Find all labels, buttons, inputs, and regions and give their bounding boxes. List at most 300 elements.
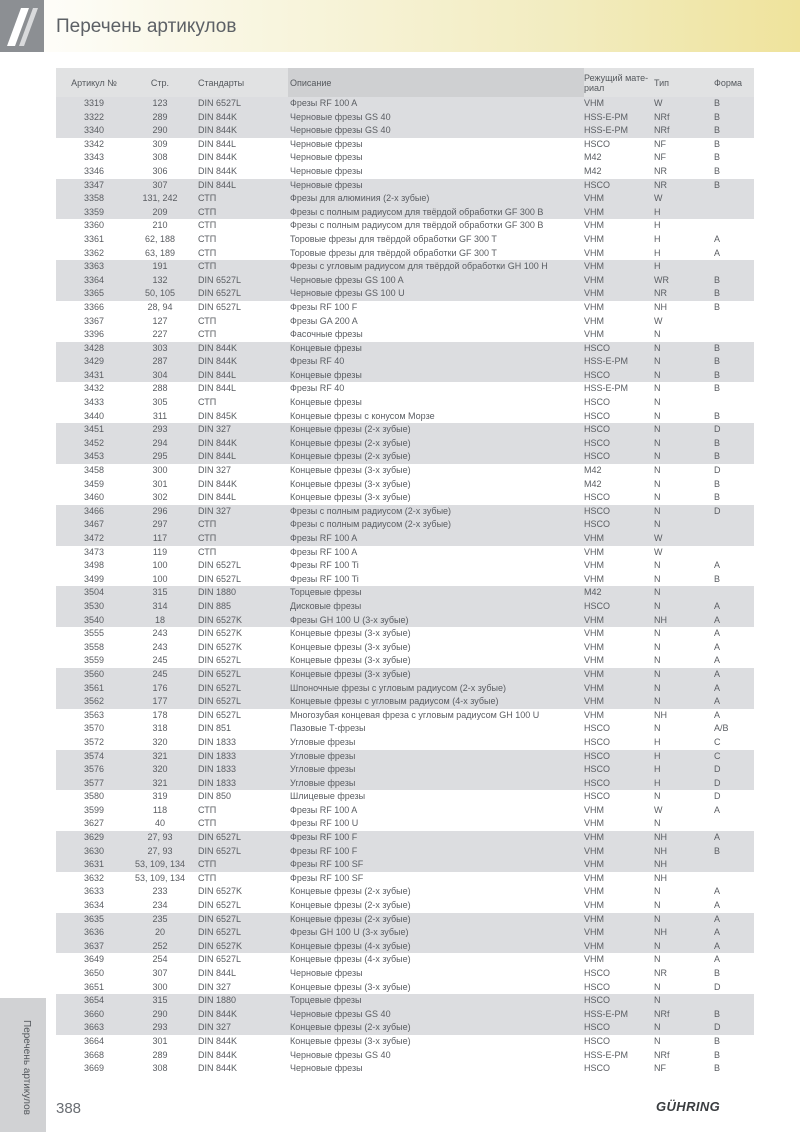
cell-type: N bbox=[654, 900, 661, 911]
cell-description: Фрезы RF 100 SF bbox=[290, 872, 364, 883]
cell-article: 3651 bbox=[83, 981, 105, 992]
cell-type: H bbox=[654, 750, 661, 761]
cell-page: 296 bbox=[152, 505, 168, 516]
cell-page: 304 bbox=[152, 369, 168, 380]
cell-description: Дисковые фрезы bbox=[290, 600, 362, 611]
cell-form bbox=[714, 328, 754, 342]
cell-page: 233 bbox=[152, 886, 168, 897]
cell-form: B bbox=[714, 1049, 721, 1060]
cell-page: 178 bbox=[152, 709, 168, 720]
cell-page: 118 bbox=[152, 804, 168, 815]
table-row bbox=[56, 872, 754, 886]
cell-form: A bbox=[714, 927, 721, 938]
cell-form: B bbox=[714, 165, 721, 176]
cell-material: HSCO bbox=[584, 981, 611, 992]
table-row bbox=[56, 1035, 754, 1049]
cell-type: N bbox=[654, 818, 661, 829]
cell-form bbox=[714, 206, 754, 220]
cell-form: A bbox=[714, 696, 721, 707]
cell-standard: СТП bbox=[198, 329, 217, 340]
cell-material: VHM bbox=[584, 573, 604, 584]
cell-material: HSCO bbox=[584, 1063, 611, 1074]
cell-form: D bbox=[714, 981, 721, 992]
cell-type: N bbox=[654, 587, 661, 598]
cell-form bbox=[714, 532, 754, 546]
cell-article: 3364 bbox=[83, 274, 105, 285]
cell-description: Фрезы RF 100 F bbox=[290, 301, 358, 312]
cell-page: 315 bbox=[152, 995, 168, 1006]
cell-form: A bbox=[714, 668, 721, 679]
cell-article: 3440 bbox=[83, 410, 105, 421]
cell-type: N bbox=[654, 397, 661, 408]
cell-material: HSS-E-PM bbox=[584, 383, 629, 394]
cell-article: 3631 bbox=[83, 859, 105, 870]
cell-form: B bbox=[714, 179, 721, 190]
cell-standard: DIN 327 bbox=[198, 424, 232, 435]
cell-form: A bbox=[714, 886, 721, 897]
cell-material: M42 bbox=[584, 152, 602, 163]
cell-standard: СТП bbox=[198, 533, 217, 543]
cell-page: 50, 105 bbox=[144, 288, 176, 299]
cell-page: 307 bbox=[152, 179, 168, 190]
cell-article: 3562 bbox=[83, 696, 105, 707]
cell-page: 100 bbox=[152, 560, 168, 571]
cell-type: NH bbox=[654, 832, 667, 843]
cell-material: HSCO bbox=[584, 791, 611, 802]
table-row bbox=[56, 641, 754, 655]
table-row bbox=[56, 97, 754, 111]
cell-form: B bbox=[714, 1008, 721, 1019]
cell-page: 18 bbox=[154, 614, 165, 625]
table-row bbox=[56, 478, 754, 492]
cell-type: H bbox=[654, 736, 661, 747]
cell-standard: DIN 844K bbox=[198, 152, 238, 163]
cell-page: 63, 189 bbox=[144, 247, 176, 258]
cell-article: 3570 bbox=[83, 723, 105, 734]
cell-description: Концевые фрезы (2-х зубые) bbox=[290, 886, 411, 897]
cell-type: N bbox=[654, 981, 661, 992]
cell-page: 252 bbox=[152, 940, 168, 951]
cell-standard: DIN 6527L bbox=[198, 274, 242, 285]
cell-page: 117 bbox=[152, 533, 168, 543]
cell-article: 3433 bbox=[83, 397, 105, 408]
cell-article: 3347 bbox=[83, 179, 105, 190]
cell-type: W bbox=[654, 98, 663, 108]
cell-material: VHM bbox=[584, 220, 604, 231]
cell-material: HSCO bbox=[584, 968, 611, 978]
cell-type: N bbox=[654, 437, 661, 448]
cell-material: VHM bbox=[584, 832, 604, 843]
cell-description: Черновые фрезы GS 100 A bbox=[290, 274, 404, 285]
cell-material: VHM bbox=[584, 193, 604, 204]
cell-type: N bbox=[654, 600, 661, 611]
table-row bbox=[56, 654, 754, 668]
cell-article: 3637 bbox=[83, 940, 105, 951]
cell-material: HSCO bbox=[584, 397, 611, 408]
cell-standard: DIN 6527L bbox=[198, 696, 242, 707]
cell-type: N bbox=[654, 329, 661, 340]
cell-form: D bbox=[714, 791, 721, 802]
table-row bbox=[56, 111, 754, 125]
cell-standard: DIN 1833 bbox=[198, 750, 237, 761]
cell-article: 3634 bbox=[83, 900, 105, 911]
cell-description: Торовые фрезы для твёрдой обработки GF 300 T bbox=[290, 247, 497, 258]
table-row bbox=[56, 614, 754, 628]
cell-article: 3654 bbox=[83, 995, 105, 1006]
cell-page: 20 bbox=[154, 927, 165, 938]
table-row bbox=[56, 437, 754, 451]
cell-article: 3346 bbox=[83, 165, 105, 176]
cell-standard: DIN 844L bbox=[198, 138, 237, 149]
column-header-standard: Стандарты bbox=[198, 77, 245, 88]
cell-type: H bbox=[654, 261, 661, 272]
cell-material: VHM bbox=[584, 913, 604, 924]
cell-material: HSCO bbox=[584, 1022, 611, 1033]
cell-standard: DIN 6527K bbox=[198, 641, 243, 652]
cell-material: VHM bbox=[584, 900, 604, 911]
cell-standard: DIN 1880 bbox=[198, 995, 237, 1006]
cell-page: 119 bbox=[152, 546, 168, 557]
cell-standard: СТП bbox=[198, 519, 217, 530]
cell-form bbox=[714, 192, 754, 206]
column-header-article: Артикул № bbox=[71, 77, 117, 88]
table-row bbox=[56, 165, 754, 179]
cell-type: NR bbox=[654, 165, 667, 176]
cell-description: Фрезы GA 200 A bbox=[290, 315, 358, 326]
cell-article: 3668 bbox=[83, 1049, 105, 1060]
cell-type: W bbox=[654, 546, 663, 557]
table-row bbox=[56, 913, 754, 927]
cell-type: NF bbox=[654, 152, 666, 163]
cell-type: N bbox=[654, 1035, 661, 1046]
cell-article: 3498 bbox=[83, 560, 105, 571]
cell-description: Фрезы RF 40 bbox=[290, 356, 345, 367]
cell-page: 289 bbox=[152, 111, 168, 122]
table-row bbox=[56, 817, 754, 831]
cell-form: A bbox=[714, 628, 721, 639]
cell-type: N bbox=[654, 492, 661, 503]
page-number: 388 bbox=[56, 1100, 82, 1117]
cell-article: 3663 bbox=[83, 1022, 105, 1033]
cell-material: HSCO bbox=[584, 424, 611, 435]
table-row bbox=[56, 709, 754, 723]
table-row bbox=[56, 260, 754, 274]
cell-material: VHM bbox=[584, 668, 604, 679]
cell-article: 3342 bbox=[83, 138, 105, 149]
cell-material: VHM bbox=[584, 614, 604, 625]
cell-article: 3633 bbox=[83, 886, 105, 897]
cell-type: N bbox=[654, 369, 661, 380]
cell-material: HSCO bbox=[584, 369, 611, 380]
cell-material: VHM bbox=[584, 533, 604, 543]
cell-description: Черновые фрезы bbox=[290, 138, 363, 149]
cell-description: Фрезы RF 100 A bbox=[290, 98, 358, 108]
cell-page: 301 bbox=[152, 1035, 168, 1046]
page-title: Перечень артикулов bbox=[56, 16, 237, 37]
cell-type: NRf bbox=[654, 111, 670, 122]
cell-standard: DIN 844K bbox=[198, 478, 238, 489]
cell-page: 319 bbox=[152, 791, 168, 802]
table-row bbox=[56, 505, 754, 519]
cell-article: 3458 bbox=[83, 465, 105, 476]
cell-page: 287 bbox=[152, 356, 168, 367]
table-row bbox=[56, 247, 754, 261]
cell-type: NRf bbox=[654, 125, 670, 136]
cell-type: N bbox=[654, 519, 661, 530]
cell-description: Концевые фрезы (3-х зубые) bbox=[290, 655, 411, 666]
cell-article: 3343 bbox=[83, 152, 105, 163]
cell-article: 3577 bbox=[83, 777, 105, 788]
cell-article: 3431 bbox=[83, 369, 105, 380]
cell-page: 303 bbox=[152, 342, 168, 353]
cell-material: VHM bbox=[584, 696, 604, 707]
cell-material: HSCO bbox=[584, 451, 611, 462]
table-row bbox=[56, 790, 754, 804]
cell-page: 320 bbox=[152, 764, 168, 775]
cell-form: B bbox=[714, 845, 721, 856]
cell-description: Концевые фрезы (2-х зубые) bbox=[290, 913, 411, 924]
cell-standard: СТП bbox=[198, 397, 217, 408]
cell-standard: DIN 6527K bbox=[198, 940, 243, 951]
cell-type: NH bbox=[654, 872, 667, 883]
cell-form: D bbox=[714, 1022, 721, 1033]
cell-article: 3574 bbox=[83, 750, 105, 761]
cell-standard: DIN 1833 bbox=[198, 764, 237, 775]
cell-standard: DIN 6527L bbox=[198, 709, 242, 720]
cell-page: 315 bbox=[152, 587, 168, 598]
cell-description: Фрезы RF 100 U bbox=[290, 818, 359, 829]
cell-article: 3560 bbox=[83, 668, 105, 679]
cell-form bbox=[714, 586, 754, 600]
cell-standard: DIN 844K bbox=[198, 1035, 238, 1046]
table-row bbox=[56, 668, 754, 682]
cell-page: 321 bbox=[152, 750, 168, 761]
cell-form bbox=[714, 260, 754, 274]
cell-form: A bbox=[714, 804, 721, 815]
cell-standard: DIN 327 bbox=[198, 505, 232, 516]
cell-form bbox=[714, 872, 754, 886]
cell-page: 294 bbox=[152, 437, 168, 448]
cell-standard: DIN 6527L bbox=[198, 927, 242, 938]
cell-page: 235 bbox=[152, 913, 168, 924]
cell-material: VHM bbox=[584, 546, 604, 557]
table-row bbox=[56, 342, 754, 356]
cell-description: Торовые фрезы для твёрдой обработки GF 300 T bbox=[290, 233, 497, 244]
cell-material: VHM bbox=[584, 206, 604, 217]
cell-page: 123 bbox=[152, 98, 168, 108]
table-row bbox=[56, 682, 754, 696]
cell-article: 3429 bbox=[83, 356, 105, 367]
cell-form: B bbox=[714, 98, 721, 108]
cell-description: Черновые фрезы bbox=[290, 165, 363, 176]
cell-form: C bbox=[714, 750, 721, 761]
cell-standard: СТП bbox=[198, 220, 217, 231]
cell-article: 3664 bbox=[83, 1035, 105, 1046]
cell-type: N bbox=[654, 696, 661, 707]
cell-standard: DIN 844K bbox=[198, 437, 238, 448]
cell-material: VHM bbox=[584, 804, 604, 815]
cell-description: Угловые фрезы bbox=[290, 764, 356, 775]
cell-form: B bbox=[714, 410, 721, 421]
cell-standard: DIN 845K bbox=[198, 410, 238, 421]
cell-type: N bbox=[654, 723, 661, 734]
cell-type: N bbox=[654, 641, 661, 652]
cell-page: 209 bbox=[152, 206, 168, 217]
cell-article: 3555 bbox=[83, 628, 105, 639]
cell-form: A bbox=[714, 614, 721, 625]
cell-type: N bbox=[654, 573, 661, 584]
table-row bbox=[56, 450, 754, 464]
cell-article: 3396 bbox=[83, 329, 105, 340]
cell-type: N bbox=[654, 886, 661, 897]
cell-article: 3650 bbox=[83, 968, 105, 978]
cell-type: NH bbox=[654, 927, 667, 938]
table-row bbox=[56, 382, 754, 396]
cell-type: NH bbox=[654, 859, 667, 870]
cell-description: Концевые фрезы bbox=[290, 369, 362, 380]
cell-material: HSCO bbox=[584, 777, 611, 788]
cell-form: B bbox=[714, 1035, 721, 1046]
cell-standard: DIN 6527L bbox=[198, 560, 242, 571]
cell-page: 176 bbox=[152, 682, 168, 693]
cell-type: N bbox=[654, 655, 661, 666]
cell-material: VHM bbox=[584, 954, 604, 965]
cell-page: 40 bbox=[154, 818, 165, 829]
cell-standard: СТП bbox=[198, 804, 217, 815]
cell-material: HSCO bbox=[584, 1035, 611, 1046]
cell-article: 3467 bbox=[83, 519, 105, 530]
cell-type: N bbox=[654, 478, 661, 489]
cell-form bbox=[714, 315, 754, 329]
table-row bbox=[56, 301, 754, 315]
column-header-material: Режущий мате-риал bbox=[584, 72, 649, 93]
table-row bbox=[56, 777, 754, 791]
table-row bbox=[56, 559, 754, 573]
cell-material: HSS-E-PM bbox=[584, 1049, 629, 1060]
cell-description: Фрезы с полным радиусом для твёрдой обработки GF 300 B bbox=[290, 206, 544, 217]
table-row bbox=[56, 328, 754, 342]
cell-description: Концевые фрезы (2-х зубые) bbox=[290, 424, 411, 435]
table-row bbox=[56, 138, 754, 152]
cell-form: A bbox=[714, 247, 721, 258]
cell-form: A bbox=[714, 954, 721, 965]
cell-material: VHM bbox=[584, 872, 604, 883]
cell-description: Концевые фрезы (3-х зубые) bbox=[290, 981, 411, 992]
cell-material: M42 bbox=[584, 587, 602, 598]
cell-description: Черновые фрезы GS 40 bbox=[290, 111, 391, 122]
cell-material: VHM bbox=[584, 886, 604, 897]
cell-material: HSCO bbox=[584, 410, 611, 421]
cell-form: A bbox=[714, 560, 721, 571]
cell-description: Фрезы RF 100 Ti bbox=[290, 573, 359, 584]
cell-standard: DIN 6527L bbox=[198, 682, 242, 693]
table-row bbox=[56, 423, 754, 437]
cell-type: H bbox=[654, 777, 661, 788]
cell-form: A bbox=[714, 832, 721, 843]
cell-type: H bbox=[654, 247, 661, 258]
cell-form: A bbox=[714, 940, 721, 951]
cell-form: B bbox=[714, 1063, 721, 1074]
cell-description: Фрезы RF 100 SF bbox=[290, 859, 364, 870]
cell-form: B bbox=[714, 301, 721, 312]
cell-article: 3504 bbox=[83, 587, 105, 598]
cell-description: Фрезы RF 100 A bbox=[290, 804, 358, 815]
cell-description: Концевые фрезы (3-х зубые) bbox=[290, 465, 411, 476]
cell-standard: СТП bbox=[198, 261, 217, 272]
cell-type: NH bbox=[654, 845, 667, 856]
brand-logo: GÜHRING bbox=[656, 1099, 721, 1114]
column-header-description: Описание bbox=[288, 68, 584, 97]
cell-article: 3466 bbox=[83, 505, 105, 516]
cell-article: 3635 bbox=[83, 913, 105, 924]
cell-description: Фрезы RF 100 F bbox=[290, 832, 358, 843]
cell-article: 3367 bbox=[83, 315, 105, 326]
cell-type: W bbox=[654, 533, 663, 543]
cell-page: 301 bbox=[152, 478, 168, 489]
cell-page: 318 bbox=[152, 723, 168, 734]
cell-type: NR bbox=[654, 288, 667, 299]
cell-type: NF bbox=[654, 138, 666, 149]
cell-page: 245 bbox=[152, 655, 168, 666]
cell-type: N bbox=[654, 383, 661, 394]
cell-article: 3630 bbox=[83, 845, 105, 856]
table-row bbox=[56, 722, 754, 736]
article-table bbox=[56, 68, 754, 1076]
cell-type: NR bbox=[654, 968, 667, 978]
table-row bbox=[56, 546, 754, 560]
table-row bbox=[56, 586, 754, 600]
cell-description: Концевые фрезы (2-х зубые) bbox=[290, 451, 411, 462]
table-row bbox=[56, 369, 754, 383]
cell-description: Концевые фрезы (3-х зубые) bbox=[290, 641, 411, 652]
cell-form: A bbox=[714, 682, 721, 693]
cell-standard: DIN 1880 bbox=[198, 587, 237, 598]
cell-article: 3361 bbox=[83, 233, 105, 244]
cell-description: Концевые фрезы (2-х зубые) bbox=[290, 437, 411, 448]
cell-article: 3451 bbox=[83, 424, 105, 435]
cell-article: 3530 bbox=[83, 600, 105, 611]
cell-page: 290 bbox=[152, 125, 168, 136]
cell-type: WR bbox=[654, 274, 669, 285]
cell-form: B bbox=[714, 437, 721, 448]
cell-type: W bbox=[654, 804, 663, 815]
cell-form: D bbox=[714, 424, 721, 435]
cell-description: Черновые фрезы GS 40 bbox=[290, 1049, 391, 1060]
cell-type: NH bbox=[654, 614, 667, 625]
cell-page: 302 bbox=[152, 492, 168, 503]
cell-type: NR bbox=[654, 179, 667, 190]
cell-material: HSCO bbox=[584, 995, 611, 1006]
cell-article: 3459 bbox=[83, 478, 105, 489]
cell-form: B bbox=[714, 342, 721, 353]
cell-standard: DIN 850 bbox=[198, 791, 232, 802]
column-header-page: Стр. bbox=[150, 77, 170, 88]
cell-description: Черновые фрезы bbox=[290, 152, 363, 163]
cell-page: 131, 242 bbox=[142, 193, 178, 204]
cell-standard: DIN 844L bbox=[198, 369, 237, 380]
cell-form: D bbox=[714, 505, 721, 516]
cell-material: VHM bbox=[584, 628, 604, 639]
table-row bbox=[56, 750, 754, 764]
cell-page: 321 bbox=[152, 777, 168, 788]
cell-description: Концевые фрезы (4-х зубые) bbox=[290, 954, 411, 965]
cell-standard: DIN 844K bbox=[198, 356, 238, 367]
cell-description: Торцевые фрезы bbox=[290, 587, 362, 598]
cell-type: H bbox=[654, 206, 661, 217]
cell-type: W bbox=[654, 315, 663, 326]
cell-description: Концевые фрезы (3-х зубые) bbox=[290, 1035, 411, 1046]
table-row bbox=[56, 994, 754, 1008]
